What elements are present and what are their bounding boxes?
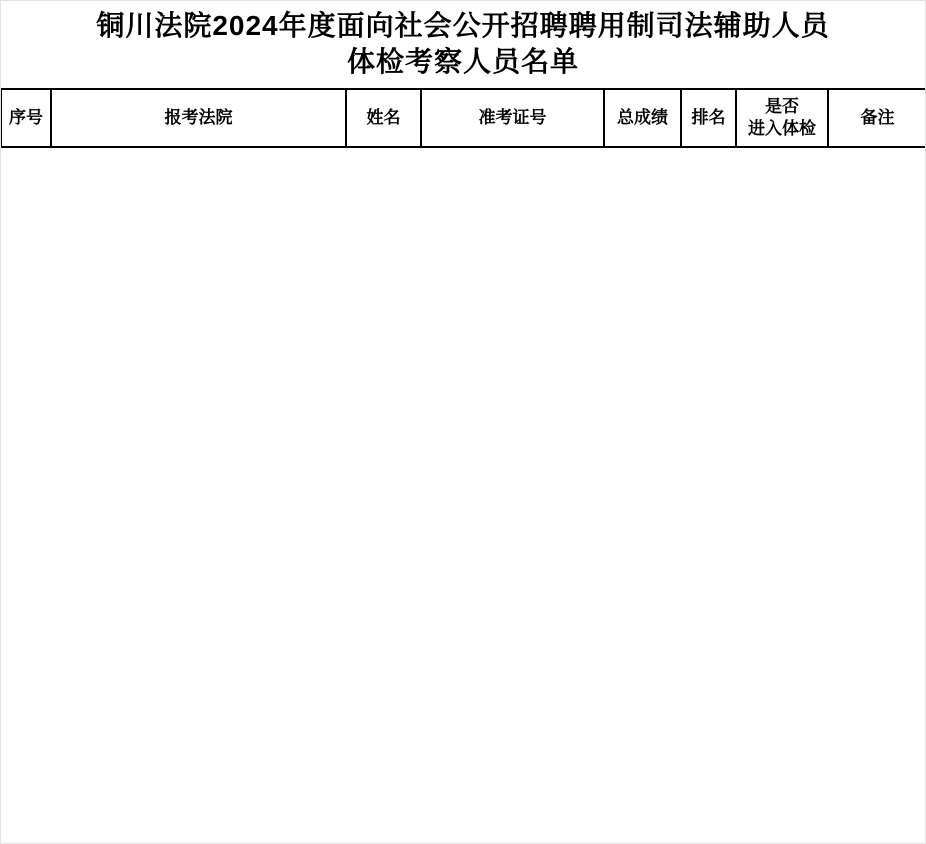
header-enter-exam (736, 89, 828, 147)
page-title (0, 0, 926, 88)
header-row (1, 89, 926, 147)
header-note: 备注 (828, 89, 926, 147)
header-enter-exam-line2: 进入体检 (748, 119, 816, 138)
header-serial-number: 序号 (1, 89, 51, 147)
page-title-line2: 体检考察人员名单 (346, 46, 579, 77)
header-total-score: 总成绩 (604, 89, 681, 147)
page-title-line1: 铜川法院2024年度面向社会公开招聘聘用制司法辅助人员 (96, 10, 830, 41)
header-rank: 排名 (681, 89, 736, 147)
header-enter-exam-line1: 是否 (765, 96, 799, 116)
roster-table (0, 88, 926, 148)
header-court: 报考法院 (51, 89, 346, 147)
header-ticket-number: 准考证号 (421, 89, 604, 147)
header-name: 姓名 (346, 89, 421, 147)
table-header (1, 89, 926, 147)
